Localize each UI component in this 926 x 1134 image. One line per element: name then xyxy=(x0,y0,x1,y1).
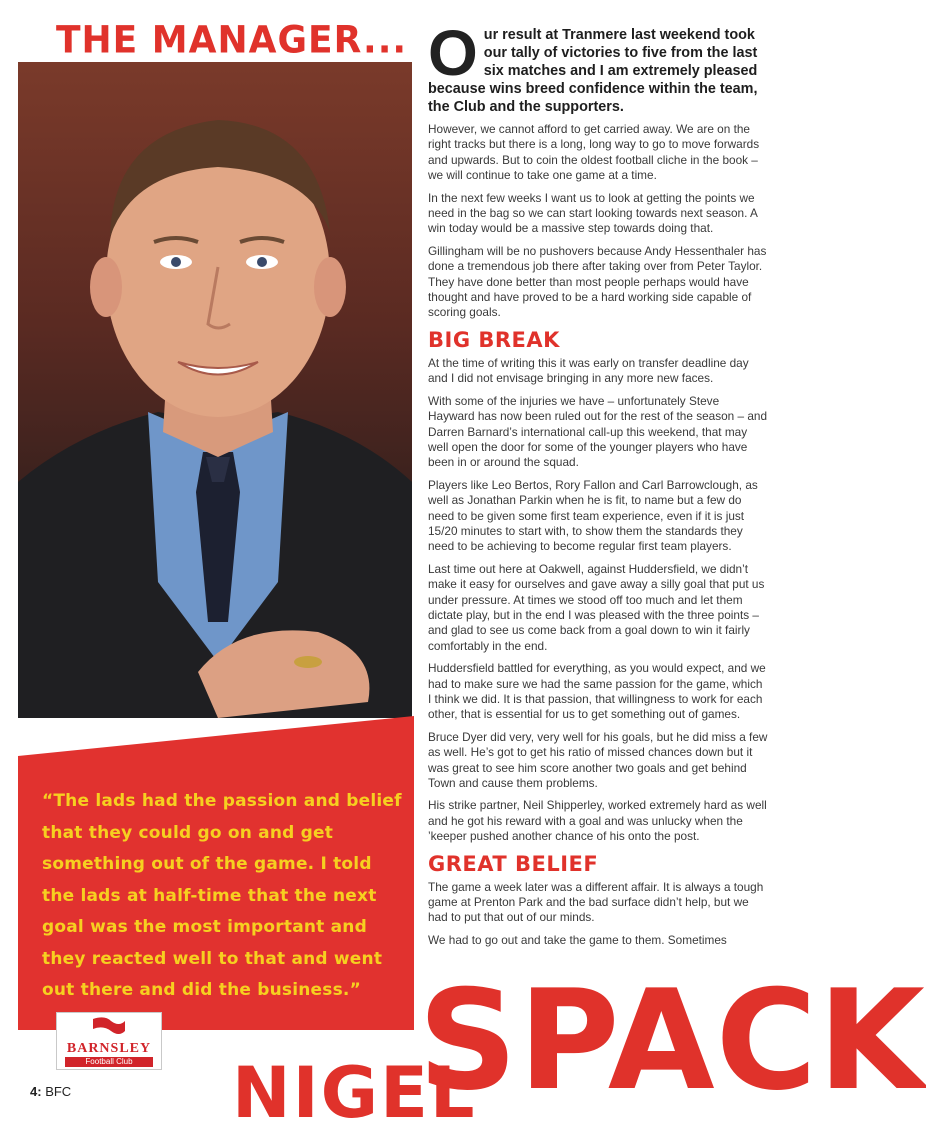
article-paragraph: His strike partner, Neil Shipperley, worked extremely hard as well and he got his reward with a goal and was unlucky when the ’keeper pushed another chance of his onto the post. xyxy=(428,798,767,844)
article-paragraph: At the time of writing this it was early on transfer deadline day and I did not envisage bringing in any more new faces. xyxy=(428,355,749,386)
article-paragraph: Last time out here at Oakwell, against Huddersfield, we didn’t make it easy for ourselves and gave away a silly goal that put us under pressure. At times we stood off too much and let them dictate play, but in the end I was pleased with the three points – and glad to see us come back from a goal down to win it fairly comfortably in the end. xyxy=(428,561,765,653)
club-logo xyxy=(56,1012,162,1070)
article-paragraph: With some of the injuries we have – unfortunately Steve Hayward has now been ruled out for the rest of the season – and Darren Barnard’s international call-up this weekend, that may well open the door for some of the younger players who have been in or around the squad. xyxy=(428,393,768,470)
page-title: THE MANAGER... xyxy=(56,18,408,63)
subheading-great-belief: GREAT BELIEF xyxy=(428,851,599,876)
logo-name: BARNSLEY xyxy=(66,1041,152,1056)
page-folio xyxy=(30,1084,71,1099)
folio-label: BFC xyxy=(45,1084,72,1099)
manager-portrait-illustration xyxy=(18,62,412,718)
subheading-big-break: BIG BREAK xyxy=(428,327,560,352)
manager-photo xyxy=(18,62,412,718)
article-paragraph: Bruce Dyer did very, very well for his goals, but he did miss a few as well. He’s got to get his ratio of missed chances down but it was great to see him score another two goals and get behind Town and cause them problems. xyxy=(428,729,768,791)
manager-last-name: SPACK xyxy=(418,960,926,1121)
page-number: 4: xyxy=(30,1084,42,1099)
article-intro xyxy=(428,17,768,116)
intro-text: ur result at Tranmere last weekend took our tally of victories to five from the last six matches and I am extremely pleased because wins breed confidence within the team, the Club and the supporters. xyxy=(428,27,758,115)
drop-cap: O xyxy=(428,17,478,89)
article-paragraph: Huddersfield battled for everything, as you would expect, and we had to make sure we had the same passion for the game, which I think we did. It is that passion, that willingness to work for each other, that is essential for us to get something out of games. xyxy=(428,661,766,722)
logo-subtitle: Football Club xyxy=(65,1057,153,1067)
article-paragraph: However, we cannot afford to get carried away. We are on the right tracks but there is a long, long way to go to move forwards and upwards. But to coin the oldest football cliche in the book – we will continue to take one game at a time. xyxy=(428,122,760,183)
article-paragraph: We had to go out and take the game to them. Sometimes xyxy=(428,932,727,947)
article-column xyxy=(428,17,768,955)
manager-first-name: NIGEL xyxy=(232,1052,477,1134)
article-paragraph: Gillingham will be no pushovers because Andy Hessenthaler has done a tremendous job there after taking over from Peter Taylor. They have done better than most people perhaps would have thought and have proved to be a hard working side capable of scoring goals. xyxy=(428,243,767,320)
pull-quote: “The lads had the passion and belief that they could go on and get something out of the game. I told the lads at half-time that the next goal was the most important and they reacted well to that and went out there and did the business.” xyxy=(42,791,402,1000)
article-paragraph: Players like Leo Bertos, Rory Fallon and Carl Barrowclough, as well as Jonathan Parkin when he is fit, to name but a few do need to be given some first team experience, even if it is just 15/20 minutes to start with, to show them the standards they need to be achieving to become regular first team players. xyxy=(428,477,758,554)
manager-name-banner xyxy=(232,960,926,1134)
article-paragraph: In the next few weeks I want us to look at getting the points we need in the bag so we can start looking towards next season. A win today would be a massive step towards doing that. xyxy=(428,190,758,236)
article-paragraph: The game a week later was a different affair. It is always a tough game at Prenton Park and the bad surface didn’t help, but we had to put that out of our minds. xyxy=(428,879,764,925)
flag-icon xyxy=(91,1017,127,1039)
